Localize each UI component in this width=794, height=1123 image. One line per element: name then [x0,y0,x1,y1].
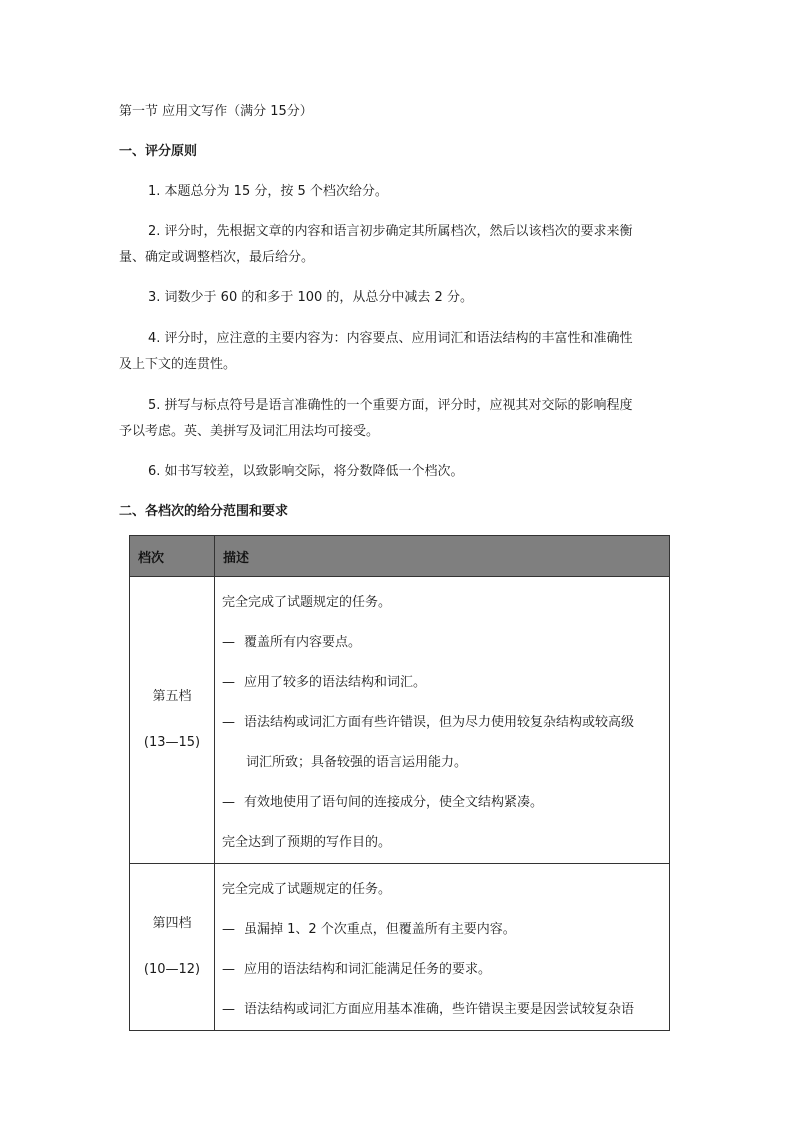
description-item: — 覆盖所有内容要点。 [222,635,362,650]
rule-2-continuation: 量、确定或调整档次，最后给分。 [119,250,315,265]
description-item: — 有效地使用了语句间的连接成分，使全文结构紧凑。 [222,795,544,810]
rule-2: 2. 评分时，先根据文章的内容和语言初步确定其所属档次，然后以该档次的要求来衡 [148,224,633,239]
rule-4-continuation: 及上下文的连贯性。 [119,357,237,372]
level-range: (10—12) [143,962,201,977]
rule-6: 6. 如书写较差，以致影响交际，将分数降低一个档次。 [148,464,464,479]
description-cell [215,577,670,864]
rule-1: 1. 本题总分为 15 分，按 5 个档次给分。 [148,184,388,199]
level-cell [130,577,215,864]
section-title: 第一节 应用文写作（满分 15分） [119,104,313,119]
rule-4: 4. 评分时，应注意的主要内容为：内容要点、应用词汇和语法结构的丰富性和准确性 [148,331,633,346]
level-cell [130,864,215,1031]
description-cell [215,864,670,1031]
grade-table [129,535,670,1031]
description-item: — 语法结构或词汇方面应用基本准确，些许错误主要是因尝试较复杂语 [222,1002,635,1017]
table-row [130,864,670,1031]
description-intro: 完全完成了试题规定的任务。 [222,882,392,897]
level-name: 第四档 [152,916,192,931]
heading-scoring-principles: 一、评分原则 [119,144,198,159]
table-header-row [130,536,670,577]
rule-5-continuation: 予以考虑。英、美拼写及词汇用法均可接受。 [119,424,380,439]
heading-grade-requirements: 二、各档次的给分范围和要求 [119,504,289,519]
rule-3: 3. 词数少于 60 的和多于 100 的，从总分中减去 2 分。 [148,290,473,305]
header-description: 描述 [215,536,670,577]
level-range: (13—15) [143,735,201,750]
description-item: — 虽漏掉 1、2 个次重点，但覆盖所有主要内容。 [222,922,516,937]
description-item-continuation: 词汇所致；具备较强的语言运用能力。 [246,755,468,770]
description-item: — 应用了较多的语法结构和词汇。 [222,675,427,690]
description-intro: 完全完成了试题规定的任务。 [222,595,392,610]
level-name: 第五档 [152,689,192,704]
description-item: — 应用的语法结构和词汇能满足任务的要求。 [222,962,492,977]
description-outro: 完全达到了预期的写作目的。 [222,835,392,850]
header-level: 档次 [130,536,215,577]
table-row [130,577,670,864]
description-item: — 语法结构或词汇方面有些许错误，但为尽力使用较复杂结构或较高级 [222,715,635,730]
rule-5: 5. 拼写与标点符号是语言准确性的一个重要方面，评分时，应视其对交际的影响程度 [148,398,633,413]
